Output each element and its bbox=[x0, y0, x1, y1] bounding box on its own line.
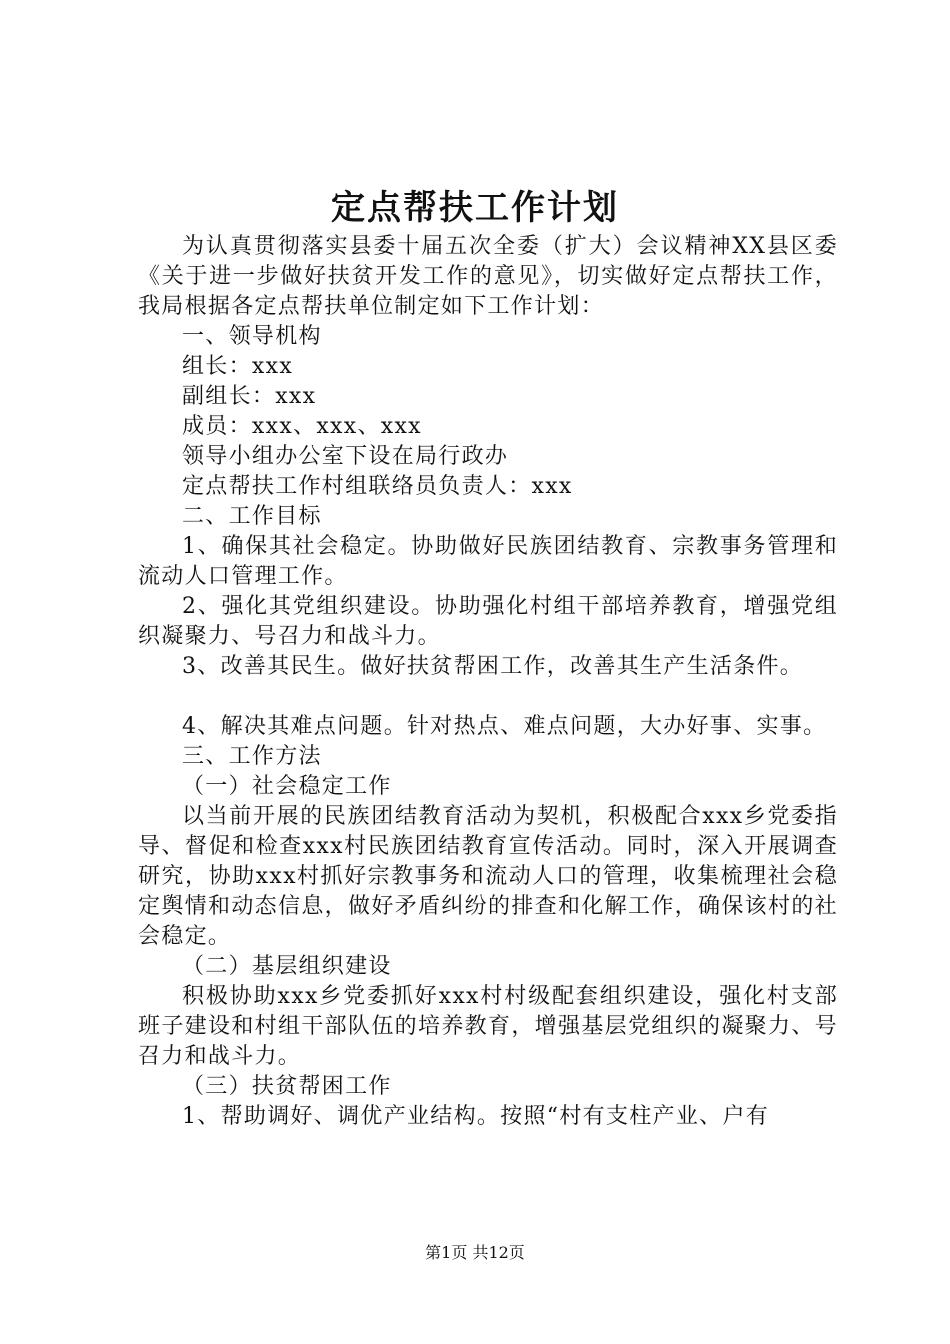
section-heading-leadership: 一、领导机构 bbox=[182, 324, 322, 349]
members-line: 成员：xxx、xxx、xxx bbox=[182, 414, 422, 439]
section-heading-goals: 二、工作目标 bbox=[182, 504, 322, 529]
body-paragraph: 1、帮助调好、调优产业结构。按照“村有支柱产业、户有 bbox=[182, 1104, 770, 1129]
body-paragraph: 以当前开展的民族团结教育活动为契机，积极配合xxx乡党委指导、督促和检查xxx村民族团结教育宣传活动。同时，深入开展调查研究，协助xxx村抓好宗教事务和流动人口的管理，收集梳理社会稳定舆情和动态信息，做好矛盾纠纷的排查和化解工作，确保该村的社会稳定。 bbox=[138, 804, 838, 949]
section-heading-methods: 三、工作方法 bbox=[182, 744, 322, 769]
document-title: 定点帮扶工作计划 bbox=[331, 188, 619, 228]
subsection-heading: （三）扶贫帮困工作 bbox=[182, 1074, 392, 1099]
goal-item: 3、改善其民生。做好扶贫帮困工作，改善其生产生活条件。 bbox=[182, 654, 804, 679]
leader-line: 组长：xxx bbox=[182, 354, 294, 379]
goal-item: 1、确保其社会稳定。协助做好民族团结教育、宗教事务管理和流动人口管理工作。 bbox=[138, 534, 838, 589]
intro-paragraph: 为认真贯彻落实县委十届五次全委（扩大）会议精神XX县区委《关于进一步做好扶贫开发工作的意见》，切实做好定点帮扶工作，我局根据各定点帮扶单位制定如下工作计划： bbox=[138, 234, 838, 319]
blank-line bbox=[138, 682, 838, 712]
deputy-leader-line: 副组长：xxx bbox=[182, 384, 317, 409]
subsection-heading: （一）社会稳定工作 bbox=[182, 774, 392, 799]
subsection-heading: （二）基层组织建设 bbox=[182, 954, 392, 979]
liaison-line: 定点帮扶工作村组联络员负责人：xxx bbox=[182, 474, 573, 499]
goal-item: 2、强化其党组织建设。协助强化村组干部培养教育，增强党组织凝聚力、号召力和战斗力。 bbox=[138, 594, 838, 649]
document-body bbox=[138, 232, 838, 1132]
office-line: 领导小组办公室下设在局行政办 bbox=[182, 444, 509, 469]
goal-item: 4、解决其难点问题。针对热点、难点问题，大办好事、实事。 bbox=[182, 714, 827, 739]
body-paragraph: 积极协助xxx乡党委抓好xxx村村级配套组织建设，强化村支部班子建设和村组干部队伍的培养教育，增强基层党组织的凝聚力、号召力和战斗力。 bbox=[138, 984, 838, 1069]
page-number-footer: 第1页 共12页 bbox=[425, 1243, 525, 1262]
